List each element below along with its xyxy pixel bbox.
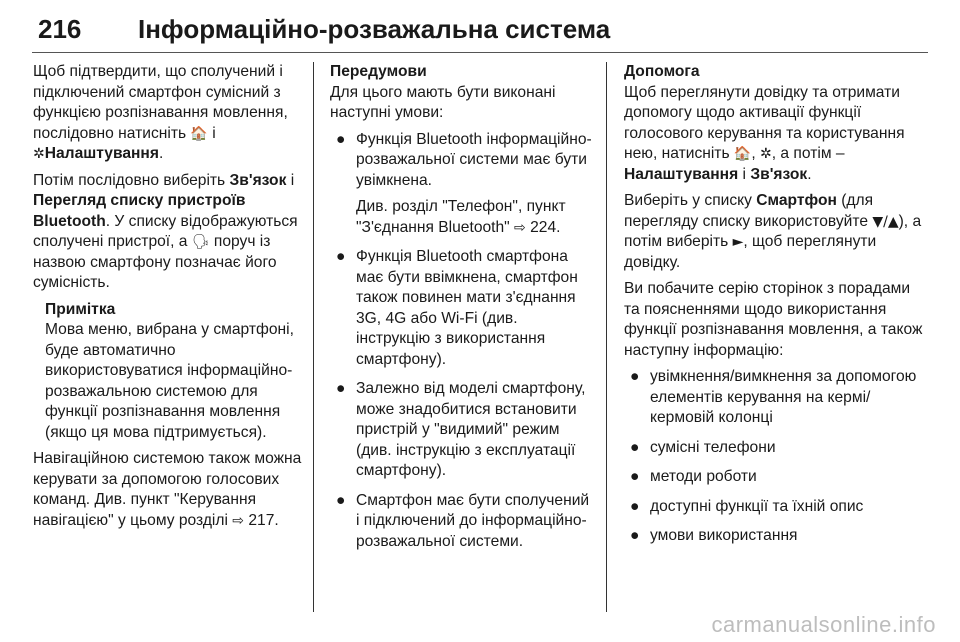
column-divider-1: [313, 62, 314, 612]
paragraph-navigation: Навігаційною системою також можна керувати за допомогою голосових команд. Див. пункт "Керування навігацією" у цьому розділі ⇨ 217.: [33, 450, 302, 529]
section-heading-prerequisites: Передумови: [330, 63, 427, 80]
home-icon: 🏠: [190, 125, 208, 142]
bullet-icon: ●: [630, 527, 640, 544]
section-heading-help: Допомога: [624, 63, 700, 80]
list-item: ● Функція Bluetooth смартфона має бути ввімкнена, смартфон також повинен мати з'єднання 3G, 4G або Wi-Fi (див. інструкцію з використання смартфону).: [336, 248, 578, 368]
paragraph-compatibility: Щоб підтвердити, що сполучений і підключений смартфон сумісний з функцією розпізнавання мовлення, послідовно натисніть 🏠 і ✲Налаштування.: [33, 63, 288, 162]
home-icon: 🏠: [733, 146, 752, 162]
column-divider-2: [606, 62, 607, 612]
column-1: [33, 62, 305, 537]
bullet-icon: ●: [630, 438, 640, 456]
gear-icon: ✲: [760, 146, 772, 162]
list-item: ● умови використання: [624, 526, 924, 547]
column-3: [624, 62, 924, 556]
bullet-icon: ●: [336, 380, 346, 397]
note-body: Мова меню, вибрана у смартфоні, буде автоматично використовуватися інформаційно-розважальною системою для функції розпізнавання мовлення (якщо ця мова підтримується).: [45, 321, 294, 441]
down-up-arrows-icon: ▼/▲: [872, 213, 899, 230]
list-item: ● сумісні телефони: [624, 438, 924, 459]
note-block: [45, 300, 305, 444]
watermark: carmanualsonline.info: [711, 612, 936, 637]
list-item: ● Смартфон має бути сполучений і підключений до інформаційно-розважальної системи.: [336, 491, 590, 550]
paragraph-help: Щоб переглянути довідку та отримати допомогу щодо активації функції голосового керування та користування нею, натисніть 🏠, ✲, а потім – Налаштування і Зв'язок.: [624, 83, 905, 183]
note-heading: Примітка: [45, 300, 116, 318]
arrow-icon: ⇨: [232, 512, 245, 529]
paragraph-select-smartphone: Виберіть у списку Смартфон (для перегляду списку використовуйте ▼/▲), а потім виберіть ►, щоб переглянути довідку.: [624, 192, 922, 271]
list-item: ● методи роботи: [624, 467, 924, 488]
page-title: Інформаційно-розважальна система: [138, 14, 611, 44]
paragraph-device-list: Потім послідовно виберіть Зв'язок і Перегляд списку пристроїв Bluetooth. У списку відображуються сполучені пристрої, а 🗣 поруч із назвою смартфону позначає його сумісність.: [33, 171, 298, 291]
bullet-icon: ●: [630, 497, 640, 515]
column-2: [330, 62, 594, 561]
page-header: [32, 10, 928, 53]
voice-icon: 🗣: [191, 234, 210, 250]
arrow-icon: ⇨: [514, 219, 526, 236]
list-item: ● доступні функції та їхній опис: [624, 497, 924, 518]
bullet-icon: ●: [336, 130, 346, 148]
bullet-icon: ●: [630, 468, 640, 485]
prerequisites-intro: Для цього мають бути виконані наступні умови:: [330, 83, 556, 121]
help-info-list: [624, 367, 924, 547]
bullet-icon: ●: [336, 491, 346, 509]
list-item: ● Функція Bluetooth інформаційно-розважальної системи має бути увімкнена. Див. розділ "Телефон", пункт "З'єднання Bluetooth" ⇨ 224.: [336, 130, 592, 236]
bullet-icon: ●: [630, 368, 640, 385]
prerequisites-list: [330, 130, 594, 553]
bullet-icon: ●: [336, 248, 346, 265]
list-item: ● Залежно від моделі смартфону, може знадобитися встановити пристрій у "видимий" режим (див. інструкцію з експлуатації смартфону).: [336, 380, 586, 479]
gear-icon: ✲: [33, 146, 45, 162]
right-arrow-icon: ►: [732, 234, 744, 250]
list-item: ● увімкнення/вимкнення за допомогою елементів керування на кермі/кермовій колонці: [630, 368, 917, 426]
paragraph-help-pages: Ви побачите серію сторінок з порадами та поясненнями щодо використання функції розпізнавання мовлення, а також наступну інформацію:: [624, 280, 923, 359]
page-number: 216: [38, 14, 82, 44]
